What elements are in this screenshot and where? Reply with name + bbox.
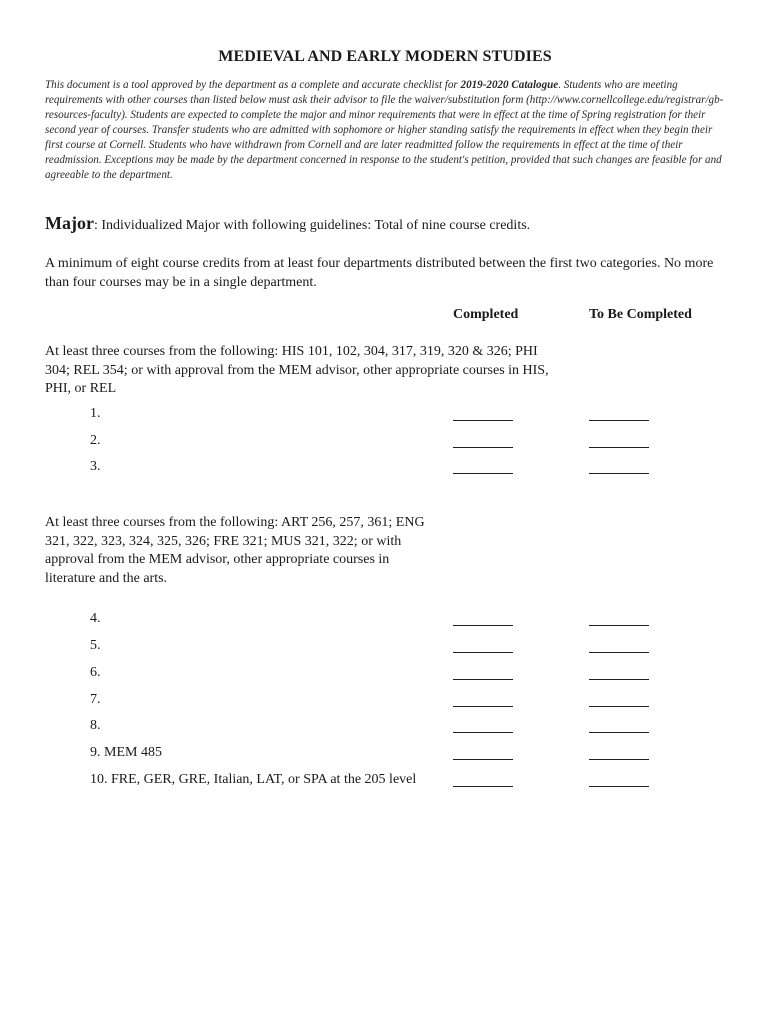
document-title: MEDIEVAL AND EARLY MODERN STUDIES bbox=[218, 48, 552, 65]
group1-requirement: At least three courses from the following: HIS 101, 102, 304, 317, 319, 320 & 326; PHI 304; REL 354; or with approval from the MEM advisor, other appropriate courses in HIS, PHI, or REL bbox=[45, 344, 549, 396]
checklist-row bbox=[0, 692, 770, 712]
checklist-row bbox=[0, 406, 770, 426]
group2-requirement: At least three courses from the following: ART 256, 257, 361; ENG 321, 322, 323, 324, 325, 326; FRE 321; MUS 321, 322; or with approval from the MEM advisor, other appropriate courses in literature and the arts. bbox=[45, 515, 425, 586]
checklist-row bbox=[0, 611, 770, 631]
catalogue-year: 2019-2020 Catalogue bbox=[460, 79, 559, 91]
checklist-row bbox=[0, 665, 770, 685]
column-header-completed: Completed bbox=[453, 307, 519, 322]
completed-blank[interactable] bbox=[453, 786, 513, 787]
checklist-row bbox=[0, 459, 770, 479]
distribution-paragraph: A minimum of eight course credits from at least four departments distributed between the first two categories. No more than four courses may be in a single department. bbox=[45, 256, 714, 290]
intro-text-end: . Students who are meeting requirements with other courses than listed below must ask their advisor to file the waiver/substitution form (http://www.cornellcollege.edu/registrar/gb-resources-faculty). Students are expected to complete the major and minor requirements that were in effect at the time of Spring registration for their second year of courses. Transfer students who are admitted with sophomore or higher standing satisfy the requirements in effect when they begin their first course at Cornell. Students who have withdrawn from Cornell and are later readmitted follow the requirements in effect at the time of their readmission. Exceptions may be made by the department concerned in response to the student's petition, provided that such changes are feasible for and agreeable to the department. bbox=[45, 79, 724, 181]
column-header-to-be-completed: To Be Completed bbox=[589, 307, 692, 322]
checklist-row bbox=[0, 718, 770, 738]
completed-blank[interactable] bbox=[453, 625, 513, 626]
to-be-completed-blank[interactable] bbox=[589, 447, 649, 448]
major-line bbox=[45, 213, 530, 234]
major-description: : Individualized Major with following guidelines: Total of nine course credits. bbox=[93, 218, 531, 233]
course-label: 5. bbox=[90, 638, 101, 653]
checklist-row bbox=[0, 745, 770, 765]
course-label: 1. bbox=[90, 406, 101, 421]
completed-blank[interactable] bbox=[453, 679, 513, 680]
course-label: 9. MEM 485 bbox=[90, 745, 162, 760]
checklist-row bbox=[0, 772, 770, 792]
to-be-completed-blank[interactable] bbox=[589, 679, 649, 680]
completed-blank[interactable] bbox=[453, 759, 513, 760]
major-label: Major bbox=[45, 213, 94, 233]
completed-blank[interactable] bbox=[453, 652, 513, 653]
checklist-row bbox=[0, 433, 770, 453]
to-be-completed-blank[interactable] bbox=[589, 706, 649, 707]
completed-blank[interactable] bbox=[453, 420, 513, 421]
completed-blank[interactable] bbox=[453, 447, 513, 448]
course-label: 2. bbox=[90, 433, 101, 448]
to-be-completed-blank[interactable] bbox=[589, 420, 649, 421]
course-label: 6. bbox=[90, 665, 101, 680]
course-label: 10. FRE, GER, GRE, Italian, LAT, or SPA at the 205 level bbox=[90, 772, 417, 787]
checklist-row bbox=[0, 638, 770, 658]
to-be-completed-blank[interactable] bbox=[589, 786, 649, 787]
intro-paragraph bbox=[45, 78, 725, 183]
course-label: 4. bbox=[90, 611, 101, 626]
course-label: 3. bbox=[90, 459, 101, 474]
to-be-completed-blank[interactable] bbox=[589, 732, 649, 733]
to-be-completed-blank[interactable] bbox=[589, 625, 649, 626]
completed-blank[interactable] bbox=[453, 473, 513, 474]
completed-blank[interactable] bbox=[453, 732, 513, 733]
intro-text-start: This document is a tool approved by the department as a complete and accurate checklist for bbox=[45, 79, 461, 91]
completed-blank[interactable] bbox=[453, 706, 513, 707]
to-be-completed-blank[interactable] bbox=[589, 473, 649, 474]
course-label: 8. bbox=[90, 718, 101, 733]
to-be-completed-blank[interactable] bbox=[589, 759, 649, 760]
course-label: 7. bbox=[90, 692, 101, 707]
to-be-completed-blank[interactable] bbox=[589, 652, 649, 653]
